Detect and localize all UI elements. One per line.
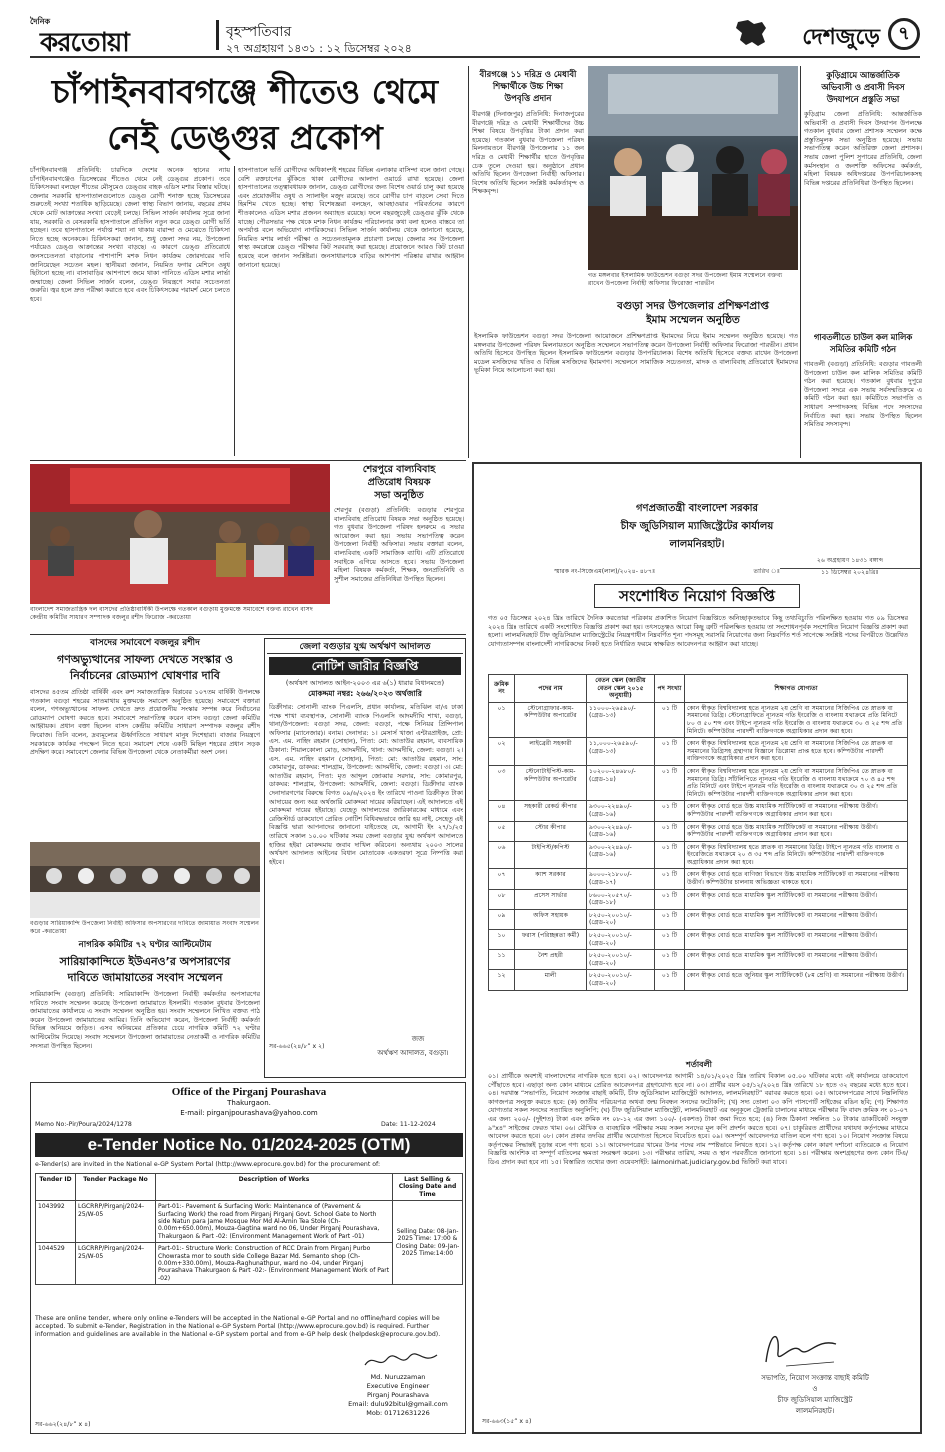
kurigram-headline-2: অভিবাসী ও প্রবাসী দিবস	[821, 82, 905, 92]
sariakandi-photo-caption: বগুড়ার সারিয়াকান্দি উপজেলা নির্বাহী অফিসার অপসারণের দাবিতে জামায়াত সংবাদ সম্মেলন করে -করতোয়া	[30, 920, 259, 935]
table-header-post: পদের নাম	[515, 675, 587, 703]
court-title-2: নোটিশ জারীর বিজ্ঞপ্তি	[269, 657, 461, 675]
row-serial: ১২	[489, 970, 515, 990]
basad-rally-photo	[30, 464, 330, 604]
row-count: ০১ টি	[655, 801, 685, 821]
bangladesh-map-icon	[732, 18, 770, 48]
row-serial: ০৬	[489, 841, 515, 869]
table-header-scale: বেতন স্কেল (জাতীয় বেতন স্কেল ২০১৫ অনুযায়ী)	[587, 675, 655, 703]
conditions-title: শর্তাবলী	[686, 1060, 712, 1069]
photo-people-illustration	[588, 66, 798, 270]
govt-org-1: গণপ্রজাতন্ত্রী বাংলাদেশ সরকার	[636, 503, 758, 514]
basad-kicker: বাসদের সমাবেশে বজলুর রশীদ	[90, 638, 200, 648]
table-row	[489, 909, 908, 929]
court-notice-box	[264, 638, 466, 1078]
row-post: ফরাস (পরিচ্ছন্নতা কর্মী)	[515, 930, 587, 950]
row-serial: ০৮	[489, 889, 515, 909]
row-count: ০১ টি	[655, 950, 685, 970]
tender-header-package: Tender Package No	[76, 1174, 156, 1201]
table-row	[36, 1201, 463, 1243]
page-number: ৭	[888, 18, 920, 50]
row-qualification: কোন স্বীকৃত বোর্ড হতে উচ্চ মাধ্যমিক সার্টিফিকেট বা সমমানের পরীক্ষায় উত্তীর্ণ। কম্পিউটার পারদর্শী ব্যক্তিগণকে অগ্রাধিকার প্রদান করা হবে।	[685, 801, 908, 821]
logo-small-text: দৈনিক	[30, 17, 51, 26]
row-qualification: কোন স্বীকৃত বোর্ড হতে মাধ্যমিক স্কুল সার্টিফিকেট বা সমমানের পরীক্ষায় উত্তীর্ণ।	[685, 889, 908, 909]
sariakandi-kicker: নাগরিক কমিটির ৭২ ঘণ্টার আল্টিমেটাম	[78, 940, 212, 950]
row-qualification: কোন স্বীকৃত বোর্ড হতে জুনিয়র স্কুল সার্টিফিকেট (৮ম শ্রেণি) বা সমমানের পরীক্ষায় উত্তীর্ণ।	[685, 970, 908, 990]
row-post: স্টেনোটাইপিস্ট-কাম-কম্পিউটার অপারেটর	[515, 765, 587, 800]
basad-headline-2: নির্বাচনের রোডম্যাপ ঘোষণার দাবি	[70, 669, 220, 682]
birganj-headline-1: বীরগঞ্জে ১১ দরিদ্র ও মেধাবী	[479, 70, 577, 80]
table-row	[489, 869, 908, 889]
row-post: সহকারী রেকর্ড কীপার	[515, 801, 587, 821]
sariakandi-press-photo	[30, 842, 260, 918]
row-post: প্রসেস সার্ভার	[515, 889, 587, 909]
table-header-count: পদ সংখ্যা	[655, 675, 685, 703]
recruitment-table	[488, 674, 908, 991]
tender-package: LGCRRP/Pirganj/2024-25/W-05	[76, 1201, 156, 1243]
birganj-headline-2: শিক্ষার্থীকে উচ্চ শিক্ষা	[492, 82, 564, 92]
row-scale: ৮২৫০-২০০১০/- (গ্রেড-২০)	[587, 909, 655, 929]
tender-intro: e-Tender(s) are invited in the National e-GP System Portal (http://www.eprocure.gov.bd) for the procurement of:	[35, 1161, 381, 1168]
signer-line-1: সভাপতি, নিয়োগ সংক্রান্ত বাছাই কমিটি	[761, 1374, 869, 1382]
tender-date: Date: 11-12-2024	[381, 1121, 436, 1128]
govt-notice-box	[472, 462, 922, 1434]
sherpur-body: শেরপুর (বগুড়া) প্রতিনিধি: বগুড়ার শেরপুরে বাল্যবিবাহ প্রতিরোধ বিষয়ক সভা অনুষ্ঠিত হয়েছে। গত বুধবার উপজেলা পরিষদ হলরুমে এ সভার আয়োজন করা হয়। সভায় সভাপতিত্ব করেন উপজেলা নির্বাহী অফিসার। সভায় বক্তারা বলেন, বাল্যবিবাহ একটি সামাজিক ব্যাধি। এটি প্রতিরোধে সবাইকে এগিয়ে আসতে হবে। সভায় উপজেলা মহিলা বিষয়ক কর্মকর্তা, শিক্ষক, জনপ্রতিনিধি ও সুশীল সমাজের প্রতিনিধিরা উপস্থিত ছিলেন।	[334, 506, 464, 583]
row-qualification: কোন স্বীকৃত বিশ্ববিদ্যালয় হতে ন্যূনতম ২য় শ্রেণি বা সমমানের সিজিপিএ তে স্নাতক বা সমমানের ডিগ্রি। সাঁটলিপিতে ন্যূনতম গতি ইংরেজি ও বাংলায় যথাক্রমে ৭০ ও ৪৫ শব্দ প্রতি মিনিটে এবং টাইপে ন্যূনতম গতি ইংরেজি ও বাংলায় যথাক্রমে ৩০ ও ২৫ শব্দ প্রতি মিনিটে। কম্পিউটার পারদর্শী ব্যক্তিগণকে অগ্রাধিকার প্রদান করা হবে।	[685, 765, 908, 800]
table-row	[489, 702, 908, 737]
row-post: নৈশ প্রহরী	[515, 950, 587, 970]
row-count: ০১ টি	[655, 970, 685, 990]
govt-intro: গত ০৫ ডিসেম্বর ২০২৪ খ্রিঃ তারিখে দৈনিক করতোয়া পত্রিকায় প্রকাশিত নিয়োগ বিজ্ঞপ্তিতে অনিচ্ছাকৃতভাবে কিছু তথ্যবিচ্যুতি পরিলক্ষিত হওয়ায় গত ০৯ ডিসেম্বর ২০২৪ খ্রিঃ তারিখে একটি সংশোধিত বিজ্ঞপ্তি প্রকাশ করা হয়। তৎসত্ত্বেও আরো কিছু ত্রুটি পরিলক্ষিত হওয়ায় তা সংশোধনপূর্বক সংশোধিত নিয়োগ বিজ্ঞপ্তি প্রকাশ করা হলো। লালমনিরহাট চীফ জুডিসিয়াল ম্যাজিস্ট্রেটের নিয়ন্ত্রণাধীন নিম্নবর্ণিত শূন্য পদসমূহ সরাসরি নিয়োগের জন্য নিম্নবর্ণিত শর্ত সাপেক্ষে সংশ্লিষ্ট পদের বিপরীতে উল্লেখিত যোগ্যতাসম্পন্ন বাংলাদেশী নাগরিকদের নিকট হতে নির্ধারিত ফরমে স্বাক্ষরিত আবেদনপত্র আহ্বান করা যাচ্ছে।	[488, 614, 908, 648]
engineer-signature	[361, 1351, 441, 1371]
imam-photo-caption: গত মঙ্গলবার ইসলামিক ফাউন্ডেশন বগুড়া সদর উপজেলা ইমাম সম্মেলনে বক্তব্য রাখেন উপজেলা নির্বাহী অফিসার ফিরোজা পারভীন	[588, 272, 783, 287]
basad-headline-1: গণঅভ্যুত্থানের সাফল্য দেখতে সংস্কার ও	[56, 653, 234, 666]
table-row	[489, 765, 908, 800]
tender-id: 1043992	[36, 1201, 76, 1243]
row-scale: ৮৬০০-২০৫৭০/- (গ্রেড-১৮)	[587, 889, 655, 909]
conditions-body: ০১। প্রার্থীকে অবশ্যই বাংলাদেশের নাগরিক হতে হবে। ০২। আবেদনপত্র আগামী ১৪/০১/২০২৫ খ্রিঃ তারিখ বিকাল ০৫.০০ ঘটিকার মধ্যে এই কার্যালয়ে ডাকযোগে পৌঁছাতে হবে। এছাড়া অন্য কোন মাধ্যমে প্রেরিত আবেদনপত্র গ্রহণযোগ্য হবে না। ০৩। প্রার্থীর বয়স ০৫/১২/২০২৪ খ্রিঃ তারিখে ১৮ হতে ৩২ বছরের মধ্যে হতে হবে। ০৪। দরখাস্ত “সভাপতি, নিয়োগ সংক্রান্ত বাছাই কমিটি, চীফ জুডিসিয়াল ম্যাজিস্ট্রেট আদালত, লালমনিরহাট” বরাবর করতে হবে। ০৫। আবেদনপত্রের সাথে নিম্নলিখিত কাগজপত্র সংযুক্ত করতে হবে: (ক) জাতীয় পরিচয়পত্র অথবা জন্ম নিবন্ধন সনদের ফটোকপি; (খ) সদ্য তোলা ০৩ কপি পাসপোর্ট সাইজের রঙিন ছবি; (গ) শিক্ষাগত যোগ্যতার সকল সনদের সত্যায়িত অনুলিপি; (ঘ) চীফ জুডিসিয়াল ম্যাজিস্ট্রেট, লালমনিরহাট এর অনুকূলে ট্রেজারি চালানের মাধ্যমে পরীক্ষার ফি বাবদ ক্রমিক নং ০১-০৭ এর জন্য ২০০/- (দুইশত) টাকা এবং ক্রমিক নং ০৮-১২ এর জন্য ১০০/- (একশত) টাকা জমা দিতে হবে; (ঙ) নিজ ঠিকানা সম্বলিত ১০ টাকার ডাকটিকেট সংযুক্ত ৯"x৪" সাইজের ফেরত খাম। ০৬। মৌখিক ও ব্যবহারিক পরীক্ষার সময় সকল সনদের মূল কপি প্রদর্শন করতে হবে। ০৭। চাকুরিরত প্রার্থীদের যথাযথ কর্তৃপক্ষের মাধ্যমে আবেদন করতে হবে। ০৮। কোন প্রকার তদবির প্রার্থীর অযোগ্যতা হিসেবে বিবেচিত হবে। ০৯। অসম্পূর্ণ আবেদনপত্র বাতিল বলে গণ্য হবে। ১০। নিয়োগ সংক্রান্ত বিষয়ে কর্তৃপক্ষের সিদ্ধান্তই চূড়ান্ত বলে গণ্য হবে। ১১। আবেদনপত্রের খামের উপর পদের নাম স্পষ্টভাবে লিখতে হবে। ১২। কর্তৃপক্ষ কোন কারণ দর্শানো ব্যতিরেকে এ নিয়োগ বিজ্ঞপ্তি আংশিক বা সম্পূর্ণ বাতিলের ক্ষমতা সংরক্ষণ করেন। ১৩। পরীক্ষার তারিখ, সময় ও স্থান পরবর্তীতে জানানো হবে। ১৪। পরীক্ষায় অংশগ্রহণের জন্য কোন টিএ/ডিএ প্রদান করা হবে না। ১৫। বিস্তারিত তথ্যের জন্য ওয়েবসাইট: lalmonirhat.judiciary.gov.bd ভিজিট করা যাবে।	[488, 1072, 908, 1166]
signer-line-4: লালমনিরহাট।	[795, 1407, 835, 1415]
table-row	[489, 738, 908, 766]
sariakandi-headline-1: সারিয়াকান্দিতে ইউএনও’র অপসারণের	[59, 955, 231, 968]
row-scale: ১০২০০-২৪৬৮০/- (গ্রেড-১৪)	[587, 765, 655, 800]
row-count: ০১ টি	[655, 738, 685, 766]
row-post: টাইপিস্ট/কপিস্ট	[515, 841, 587, 869]
row-qualification: কোন স্বীকৃত বোর্ড হতে উচ্চ মাধ্যমিক সার্টিফিকেট বা সমমানের পরীক্ষায় উত্তীর্ণ। কম্পিউটার পারদর্শী ব্যক্তিগণকে অগ্রাধিকার প্রদান করা হবে।	[685, 821, 908, 841]
kurigram-body: কুড়িগ্রাম জেলা প্রতিনিধি: আন্তর্জাতিক অভিবাসী ও প্রবাসী দিবস উদযাপন উপলক্ষে গতকাল বুধবার জেলা প্রশাসক সম্মেলন কক্ষে প্রস্তুতিমূলক সভা অনুষ্ঠিত হয়েছে। সভায় সভাপতিত্ব করেন অতিরিক্ত জেলা প্রশাসক। সভায় জেলা পুলিশ সুপারের প্রতিনিধি, জেলা কর্মসংস্থান ও জনশক্তি অফিসের কর্মকর্তা, মহিলা বিষয়ক অধিদপ্তরের উপপরিচালকসহ বিভিন্ন দপ্তরের প্রতিনিধিরা উপস্থিত ছিলেন।	[804, 110, 922, 187]
row-count: ০১ টি	[655, 909, 685, 929]
signer-line-3: চীফ জুডিসিয়াল ম্যাজিস্ট্রেট	[777, 1396, 853, 1404]
tender-header-id: Tender ID	[36, 1174, 76, 1201]
column-rule	[234, 166, 235, 456]
sherpur-headline-2: প্রতিরোধ বিষয়ক	[367, 477, 431, 488]
court-ad-code: সর-৬৬৫(২৪/৮” x ২)	[269, 1043, 325, 1050]
tender-package: LGCRRP/Pirganj/2024-25/W-05	[76, 1243, 156, 1285]
engineer-mobile: Mob: 01712631226	[366, 1409, 430, 1417]
row-scale: ৮২৫০-২০০১০/- (গ্রেড-২০)	[587, 970, 655, 990]
sherpur-headline-1: শেরপুরে বাল্যবিবাহ	[362, 464, 436, 475]
row-scale: ১১,০০০-২৬৫৯০/- (গ্রেড-১৩)	[587, 738, 655, 766]
birganj-body: বীরগঞ্জ (দিনাজপুর) প্রতিনিধি: দিনাজপুরের বীরগঞ্জে দরিদ্র ও মেধাবী শিক্ষার্থীদের উচ্চ শিক্ষা বিষয়ে উপবৃত্তির টাকা প্রদান করা হয়েছে। গতকাল বুধবার উপজেলা পরিষদ মিলনায়তনে বীরগঞ্জ উপজেলার ১১ জন দরিদ্র ও মেধাবী শিক্ষার্থীর হাতে উপবৃত্তির চেক তুলে দেওয়া হয়। অনুষ্ঠানে প্রধান অতিথি ছিলেন উপজেলা নির্বাহী অফিসার। বিশেষ অতিথি ছিলেন সংশ্লিষ্ট কর্মকর্তাবৃন্দ ও শিক্ষকবৃন্দ।	[472, 110, 584, 196]
row-count: ০১ টি	[655, 702, 685, 737]
table-row	[489, 950, 908, 970]
row-qualification: কোন স্বীকৃত বোর্ড হতে মাধ্যমিক স্কুল সার্টিফিকেট বা সমমানের পরীক্ষায় উত্তীর্ণ।	[685, 909, 908, 929]
table-row	[489, 930, 908, 950]
govt-notice-title: সংশোধিত নিয়োগ বিজ্ঞপ্তি	[594, 584, 800, 608]
imam-conference-photo	[588, 66, 798, 270]
row-post: স্টোর কীপার	[515, 821, 587, 841]
row-post: লাইব্রেরী সহকারী	[515, 738, 587, 766]
row-count: ০১ টি	[655, 930, 685, 950]
govt-org-2: চীফ জুডিসিয়াল ম্যাজিস্ট্রেটের কার্যালয়	[620, 521, 774, 532]
row-count: ০১ টি	[655, 821, 685, 841]
tender-description: Part-01:- Structure Work: Construction of RCC Drain from Pirganj Purbo Chowrasta mor to south side College Bazar Md. Semanto shop (Ch-0.00m+330.00m), Mouza-Raghunathpur, ward no -04, under Pirganj Pourashava Thakurgaon & Part -02:- (Environment Management Work of Part -02)	[156, 1243, 393, 1285]
row-count: ০১ টি	[655, 889, 685, 909]
masthead	[30, 14, 920, 58]
newspaper-logo: করতোয়া	[40, 28, 129, 58]
row-scale: ৯০০০-২১৮০০/- (গ্রেড-১৭)	[587, 869, 655, 889]
signer-line-2: ও	[812, 1385, 818, 1393]
row-scale: ১১০০০-২৬৫৯০/- (গ্রেড-১৩)	[587, 702, 655, 737]
engineer-office: Pirganj Pourashava	[366, 1391, 429, 1399]
tender-description: Part-01:- Pavement & Surfacing Work: Maintenance of (Pavement & Surfacing Work) the road from Pirganj Pirganj Govt. School Gate to North side Natun para Jame Mosque Mor Md Al-Amin Tea Stole (Ch-0.00m+650.00m), Mouza-Gagtina ward no 06, Under Pirganj Pourashava, Thakurgaon & Part -02: (Environment Management Work of Part -01)	[156, 1201, 393, 1243]
birganj-headline-3: উপবৃত্তি প্রদান	[504, 94, 552, 104]
row-qualification: কোন স্বীকৃত বিশ্ববিদ্যালয় হতে ন্যূনতম ২য় শ্রেণি বা সমমানের সিজিপিএ তে স্নাতক বা সমমানের ডিগ্রি। স্টেনোগ্রাফিতে ন্যূনতম গতি ইংরেজি ও বাংলায় যথাক্রমে প্রতি মিনিটে ৮০ ও ৫০ শব্দ এবং টাইপে ন্যূনতম গতি ইংরেজি ও বাংলায় যথাক্রমে ৩০ ও ২৫ শব্দ প্রতি মিনিটে। কম্পিউটার পারদর্শী ব্যক্তিগণকে অগ্রাধিকার প্রদান করা হবে।	[685, 702, 908, 737]
row-qualification: কোন স্বীকৃত বিশ্ববিদ্যালয় হতে ন্যূনতম ২য় শ্রেণি বা সমমানের সিজিপিএ তে স্নাতক বা সমমানের ডিগ্রিসহ গ্রন্থাগার বিজ্ঞানে ডিপ্লোমা প্রাপ্ত হতে হবে। কম্পিউটার পারদর্শী ব্যক্তিগণকে অগ্রাধিকার প্রদান করা হবে।	[685, 738, 908, 766]
court-sub-1: (অর্থঋণ আদালত আইন-২০০৩ এর ৬(১) ধারার বিধানমতে)	[285, 679, 445, 687]
row-serial: ০৩	[489, 765, 515, 800]
row-post: মালী	[515, 970, 587, 990]
dengue-headline-1: চাঁপাইনবাবগঞ্জে শীতেও থেমে	[51, 72, 439, 111]
masthead-day: বৃহস্পতিবার	[226, 24, 292, 40]
dengue-headline-2: নেই ডেঙ্গুর প্রকোপ	[107, 118, 383, 157]
row-serial: ০১	[489, 702, 515, 737]
row-serial: ১০	[489, 930, 515, 950]
engineer-email: Email: dulu92bitul@gmail.com	[348, 1400, 448, 1408]
court-sign-1: জজ	[411, 1035, 425, 1043]
masthead-date: ২৭ অগ্রহায়ণ ১৪৩১ : ১২ ডিসেম্বর ২০২৪	[226, 42, 412, 55]
row-scale: ৯৩০০-২২৪৯০/- (গ্রেড-১৬)	[587, 821, 655, 841]
row-count: ০১ টি	[655, 765, 685, 800]
govt-org-3: লালমনিরহাট।	[669, 539, 725, 550]
row-scale: ৮২৫০-২০০১০/- (গ্রেড-২০)	[587, 950, 655, 970]
table-header-qualification: শিক্ষাগত যোগ্যতা	[685, 675, 908, 703]
tender-header-description: Description of Works	[156, 1174, 393, 1201]
tender-place: Thakurgaon.	[227, 1099, 271, 1107]
court-sub-2: মোকদ্দমা নম্বর: ২৬৬/২০২৩ অর্থজারি	[308, 689, 422, 698]
row-scale: ৯৩০০-২২৪৯০/- (গ্রেড-১৬)	[587, 841, 655, 869]
court-body: ডিক্রীদার: সোনালী ব্যাংক পিএলসি, প্রধান কার্যালয়, মতিঝিল বা/এ ঢাকা পক্ষে শাখা ব্যবস্থাপক, সোনালী ব্যাংক পিএলসি আদমদীঘি শাখা, বগুড়া, থানা/উপজেলা: বগুড়া সদর, জেলা: বগুড়া, পক্ষে সিনিয়র প্রিন্সিপাল অফিসার (ম্যানেজার)। বনাম। দেনাদার: ১। মেসার্স খাজা এন্টারপ্রাইজ, প্রো: এস. এম. নাহিদ রহমান (সোহান), পিতা: মো: আতাউর রহমান, ব্যবসায়িক ঠিকানা: শিয়ালকোলা মোড়, আদমদীঘি, থানা: আদমদীঘি, জেলা: বগুড়া। ২। এস. এম. নাহিদ রহমান (সোহান), পিতা: মো: আতাউর রহমান, সাং: কোমারপুর, ডাকঘর: শালগ্রাম, উপজেলা: আদমদীঘি, জেলা: বগুড়া। ৩। মো: আতাউর রহমান, পিতা: মৃত আব্দুল জোব্বার সরদার, সাং: কোমারপুর, ডাকঘর: শালগ্রাম, উপজেলা: আদমদীঘি, জেলা: বগুড়া। ডিক্রীদার ব্যাংক দেনাদারগণের বিরুদ্ধে বিগত ০৯/৬/২০২৪ ইং তারিখে পাওনা ডিক্রীকৃত টাকা আদায়ের জন্য অত্র অর্থজারি মোকদ্দমা দায়ের করিয়াছেন। এই আদালতে এই মোকদ্দমা দায়ের হইয়াছে। যেহেতু আদালতের জারিকারকের মাধ্যমে এবং রেজিস্টার্ড ডাকযোগে প্রেরিত নোটিশ বিধিবদ্ধভাবে জারি হয় নাই, সেহেতু এই বিজ্ঞপ্তি দ্বারা আপনাদের জানানো যাইতেছে যে, আগামী ইং ২৭/১/২৫ তারিখে সকাল ১০.০০ ঘটিকার সময় জেলা বগুড়ার যুগ্ম অর্থঋণ আদালতে হাজির হইয়া মোকদ্দমায় জবাব দাখিল করিবেন। অন্যথায় ২০০৩ সালের অর্থঋণ আদালত আইনের বিধান মোতাবেক একতরফা সূত্রে নিষ্পত্তি করা হইবে।	[269, 703, 463, 866]
tender-office: Office of the Pirganj Pourashava	[171, 1086, 327, 1098]
imam-headline-2: ইমাম সম্মেলন অনুষ্ঠিত	[646, 314, 740, 326]
tender-id: 1044529	[36, 1243, 76, 1285]
engineer-name: Md. Nuruzzaman	[370, 1373, 426, 1381]
dengue-body-left: চাঁপাইনবাবগঞ্জ প্রতিনিধি: চারদিকে দেশের অনেক স্থানের ন্যায় চাঁপাইনবাবগঞ্জেও ডিসেম্বরের শীতেও থেমে নেই ডেঙ্গুর প্রকোপ। তবে চিকিৎসকরা বলছেন শীতের মৌসুমেও ডেঙ্গুর বাহক এডিস মশার বিস্তার ঘটছে। জেলার সরকারি হাসপাতালগুলোতে ডেঙ্গু রোগী শনাক্ত হচ্ছে ডিসেম্বরের শুরুতেই সংখ্যা শতাধিক ছাড়িয়েছে। জেলা স্বাস্থ্য বিভাগ জানায়, বছরের প্রথম থেকে মোট আক্রান্তের সংখ্যা বেড়েই চলছে। সিভিল সার্জন কার্যালয় সূত্রে জানা যায়, সরকারি ও বেসরকারি হাসপাতালে প্রতিদিন নতুন করে ডেঙ্গু রোগী ভর্তি হচ্ছেন। তবে হাসপাতালে পর্যাপ্ত শয্যা না থাকায় বারান্দা ও মেঝেতে চিকিৎসা নিতে হচ্ছে অনেককে। চিকিৎসকরা জানান, শুধু জেলা সদর নয়, উপজেলা পর্যায়েও ডেঙ্গু আক্রান্তের সংখ্যা বাড়ছে। এ কারণে ডেঙ্গু প্রতিরোধে জনসচেতনতা বাড়ানোর পাশাপাশি মশক নিধন কার্যক্রম জোরদারের দাবি জানিয়েছেন সচেতন মহল। স্থানীয়রা জানান, নিয়মিত ফগার মেশিনে ওষুধ ছিটানো হচ্ছে না। বাসাবাড়ির আশপাশে জমে থাকা পানিতে এডিস মশার লার্ভা জন্মাচ্ছে। জেলা সিভিল সার্জন বলেন, ডেঙ্গু নিয়ন্ত্রণে সবার সচেতনতা জরুরি। জ্বর হলে দ্রুত পরীক্ষা করাতে হবে এবং চিকিৎসকের পরামর্শ মেনে চলতে হবে।	[30, 166, 230, 303]
row-count: ০১ টি	[655, 841, 685, 869]
engineer-title: Executive Engineer	[366, 1382, 430, 1390]
tender-notice-box	[30, 1082, 466, 1434]
tender-title: e-Tender Notice No. 01/2024-2025 (OTM)	[35, 1133, 463, 1157]
kurigram-headline-1: কুড়িগ্রামে আন্তর্জাতিক	[826, 70, 900, 80]
table-row	[489, 841, 908, 869]
sariakandi-body: সারিয়াকান্দি (বগুড়া) প্রতিনিধি: সারিয়াকান্দি উপজেলা নির্বাহী কর্মকর্তার অপসারণের দাবিতে সংবাদ সম্মেলন করেছে উপজেলা জামায়াতে ইসলামী। গতকাল বুধবার উপজেলা জামায়াতের কার্যালয়ে এ সংবাদ সম্মেলন অনুষ্ঠিত হয়। সংবাদ সম্মেলনে লিখিত বক্তব্য পাঠ করেন উপজেলা জামায়াতের আমির। তিনি অভিযোগ করেন, উপজেলা নির্বাহী কর্মকর্তা বিভিন্ন অনিয়মে জড়িত। এসব অনিয়মের প্রতিকার চেয়ে নাগরিক কমিটি ৭২ ঘণ্টার আল্টিমেটাম দিয়েছে। সংবাদ সম্মেলনে উপজেলা জামায়াতের নেতাকর্মী ও নাগরিক কমিটির সদস্যরা উপস্থিত ছিলেন।	[30, 990, 260, 1050]
row-serial: ০২	[489, 738, 515, 766]
row-post: স্টেনোগ্রাফার-কাম-কম্পিউটার অপারেটর	[515, 702, 587, 737]
govt-ad-code: সর-৬৬৩(১৫” x ৪)	[482, 1418, 532, 1425]
row-post: অফিস সহায়ক	[515, 909, 587, 929]
table-row	[489, 821, 908, 841]
row-qualification: কোন স্বীকৃত বোর্ড হতে মাধ্যমিক স্কুল সার্টিফিকেট বা সমমানের পরীক্ষায় উত্তীর্ণ।	[685, 930, 908, 950]
rally-illustration	[30, 464, 330, 604]
sariakandi-headline-2: দাবিতে জামায়াতের সংবাদ সম্মেলন	[67, 971, 223, 984]
row-qualification: কোন স্বীকৃত বোর্ড হতে বাণিজ্য বিভাগে উচ্চ মাধ্যমিক সার্টিফিকেট বা সমমানের পরীক্ষায় উত্তীর্ণ। কম্পিউটার চালনায় অভিজ্ঞতা থাকতে হবে।	[685, 869, 908, 889]
row-scale: ৮২৫০-২০০১০/- (গ্রেড-২০)	[587, 930, 655, 950]
govt-memo: স্মারক নং-সিজেএম(লাল)/২০২৪- ৪৮৭ঃ	[554, 568, 656, 575]
masthead-divider	[216, 20, 219, 50]
basad-body: বাসদের ৪৫তম প্রতিষ্ঠা বার্ষিকী এবং রুশ সমাজতান্ত্রিক বিপ্লবের ১০৭তম বার্ষিকী উপলক্ষে গতকাল বগুড়া শহরের সাতমাথায় মুক্তমঞ্চে সমাবেশ অনুষ্ঠিত হয়েছে। সমাবেশে বক্তারা বলেন, গণঅভ্যুত্থানের সাফল্য দেখতে দ্রুত প্রয়োজনীয় সংস্কার সম্পন্ন করে নির্বাচনের রোডম্যাপ ঘোষণা করতে হবে। সমাবেশে সভাপতিত্ব করেন বাসদ বগুড়া জেলা কমিটির আহ্বায়ক। প্রধান বক্তা ছিলেন বাসদ কেন্দ্রীয় কমিটির সাধারণ সম্পাদক বজলুর রশীদ ফিরোজ। তিনি বলেন, দ্রব্যমূল্যের ঊর্ধ্বগতিতে সাধারণ মানুষ দিশেহারা। বাজার নিয়ন্ত্রণে সরকারকে কার্যকর পদক্ষেপ নিতে হবে। সমাবেশ শেষে একটি মিছিল শহরের প্রধান সড়ক প্রদক্ষিণ করে। সমাবেশে জেলার বিভিন্ন উপজেলা থেকে নেতাকর্মীরা অংশ নেন।	[30, 688, 260, 757]
table-row	[489, 801, 908, 821]
basad-photo-caption: বাংলাদেশ সমাজতান্ত্রিক দল বাসদের প্রতিষ্ঠাবার্ষিকী উপলক্ষে গতকাল বগুড়ায় মুক্তমঞ্চে সমাবেশে বক্তব্য রাখেন বাসদ কেন্দ্রীয় কমিটির সাধারণ সম্পাদক বজলুর রশীদ ফিরোজ -করতোয়া	[30, 606, 313, 621]
row-qualification: কোন স্বীকৃত বিশ্ববিদ্যালয় হতে স্নাতক বা সমমানের ডিগ্রি। টাইপে ন্যূনতম গতি বাংলায় ও ইংরেজিতে যথাক্রমে ২০ ও ৩৫ শব্দ প্রতি মিনিটে। কম্পিউটার পারদর্শী ব্যক্তিগণকে অগ্রাধিকার প্রদান করা হবে।	[685, 841, 908, 869]
gabtali-headline-2: সমিতির কমিটি গঠন	[830, 344, 896, 354]
tender-dates: Selling Date: 08-Jan-2025 Time: 17:00 & Closing Date: 09-Jan-2025 Time:14:00	[393, 1201, 463, 1285]
table-row	[489, 889, 908, 909]
judge-signature	[756, 1322, 846, 1372]
govt-date-bangla: ২৬ অগ্রহায়ণ ১৪৩১ বঙ্গাব্দ	[816, 557, 884, 564]
row-serial: ০৪	[489, 801, 515, 821]
row-post: ক্যাশ সরকার	[515, 869, 587, 889]
tender-table	[35, 1173, 463, 1285]
tender-email: E-mail: pirganjpourashava@yahoo.com	[180, 1109, 318, 1117]
row-serial: ০৫	[489, 821, 515, 841]
row-count: ০১ টি	[655, 869, 685, 889]
section-title: দেশজুড়ে	[802, 25, 880, 50]
tender-header-dates: Last Selling & Closing Date and Time	[393, 1174, 463, 1201]
table-row	[489, 970, 908, 990]
row-qualification: কোন স্বীকৃত বোর্ড হতে মাধ্যমিক স্কুল সার্টিফিকেট বা সমমানের পরীক্ষায় উত্তীর্ণ।	[685, 950, 908, 970]
govt-date-label: তারিখ ঃ	[753, 568, 780, 575]
tender-ad-code: সর-৬৬২(২৪/৮” x ৪)	[35, 1421, 91, 1428]
row-serial: ১১	[489, 950, 515, 970]
horizontal-rule	[30, 634, 466, 635]
tender-footer: These are online tender, where only online e-Tenders will be accepted in the National e-GP Portal and no offline/hard copies will be accepted. To submit e-Tender, Registration in the National e-GP System Portal (http://www.eprocure.gov.bd) is required. Further information and guidelines are available in the National e-GP system portal and from e-GP help desk (helpdesk@eprocure.gov.bd).	[35, 1315, 441, 1338]
column-rule	[468, 66, 469, 458]
gabtali-body: গাবতলী (বগুড়া) প্রতিনিধি: বগুড়ার গাবতলী উপজেলা চাউল কল মালিক সমিতির কমিটি গঠন করা হয়েছে। গতকাল বুধবার দুপুরে উপজেলা সদরে এক সভায় সর্বসম্মতিক্রমে এ কমিটি গঠন করা হয়। কমিটিতে সভাপতি ও সাধারণ সম্পাদকসহ বিভিন্ন পদে সদস্যদের নির্বাচিত করা হয়। সভায় উপস্থিত ছিলেন সমিতির সদস্যবৃন্দ।	[804, 360, 922, 429]
press-conference-illustration	[30, 842, 260, 918]
kurigram-headline-3: উদযাপনে প্রস্তুতি সভা	[826, 94, 900, 104]
dengue-body-right: হাসপাতালে ভর্তি রোগীদের অধিকাংশই শহরের বিভিন্ন এলাকার বাসিন্দা বলে জানা গেছে। বেশি রক্তচাপের ঝুঁকিতে থাকা রোগীদের আলাদা ওয়ার্ডে রাখা হয়েছে। জেলা হাসপাতালের তত্ত্বাবধায়ক জানান, ডেঙ্গু রোগীদের জন্য বিশেষ ওয়ার্ড চালু করা হয়েছে এবং প্রয়োজনীয় ওষুধ ও স্যালাইন মজুদ রয়েছে। তবে রোগীর চাপ বাড়লে সেবা দিতে হিমশিম খেতে হচ্ছে। স্বাস্থ্য বিশেষজ্ঞরা বলছেন, আবহাওয়ার পরিবর্তনের কারণে শীতকালেও এডিস মশার প্রজনন অব্যাহত রয়েছে। ফলে বছরজুড়েই ডেঙ্গুর ঝুঁকি থেকে যাচ্ছে। পৌরসভার পক্ষ থেকে মশক নিধন কার্যক্রম পরিচালনার কথা বলা হলেও বাস্তবে তা অপর্যাপ্ত বলে অভিযোগ নাগরিকদের। সিভিল সার্জন কার্যালয় থেকে জানানো হয়েছে, নিয়মিত মশার লার্ভা পরীক্ষা ও সচেতনতামূলক প্রচারণা চলছে। জেলার সব উপজেলা স্বাস্থ্য কমপ্লেক্সে ডেঙ্গু পরীক্ষার কিট সরবরাহ করা হয়েছে। প্রয়োজনে আরও কিট চাওয়া হয়েছে বলে জানান সংশ্লিষ্টরা। জনসাধারণকে বাড়ির আশপাশ পরিষ্কার রাখার আহ্বান জানানো হয়েছে।	[238, 166, 464, 269]
table-header-serial: ক্রমিক নং	[489, 675, 515, 703]
sherpur-headline-3: সভা অনুষ্ঠিত	[374, 490, 424, 501]
row-scale: ৯৩০০-২২৪৯০/- (গ্রেড-১৬)	[587, 801, 655, 821]
imam-headline-1: বগুড়া সদর উপজেলার প্রশিক্ষণপ্রাপ্ত	[617, 300, 769, 312]
row-serial: ০৭	[489, 869, 515, 889]
court-sign-2: অর্থঋণ আদালত, বগুড়া।	[377, 1049, 449, 1057]
court-title-1: জেলা বগুড়ার যুগ্ম অর্থঋণ আদালত	[267, 641, 463, 654]
column-rule	[800, 66, 801, 458]
row-serial: ০৯	[489, 909, 515, 929]
tender-memo: Memo No:-Pir/Poura/2024/1278	[35, 1121, 132, 1128]
gabtali-headline-1: গাবতলীতে চাউল কল মালিক	[813, 332, 913, 342]
imam-body: ইসলামিক ফাউন্ডেশন বগুড়া সদর উপজেলা আয়োজনে প্রশিক্ষণপ্রাপ্ত ইমামদের নিয়ে ইমাম সম্মেলন অনুষ্ঠিত হয়েছে। গত মঙ্গলবার উপজেলা পরিষদ মিলনায়তনে অনুষ্ঠিত সম্মেলনে সভাপতিত্ব করেন উপজেলা নির্বাহী অফিসার ফিরোজা পারভীন। প্রধান অতিথি হিসেবে উপস্থিত ছিলেন ইসলামিক ফাউন্ডেশন বগুড়ার উপপরিচালক। বিশেষ অতিথি হিসেবে বক্তব্য রাখেন উপজেলা মডেল মসজিদের খতিব ও বিভিন্ন মসজিদের ইমামগণ। সম্মেলনে সামাজিক সচেতনতা, মাদক ও বাল্যবিবাহ প্রতিরোধে ইমামদের ভূমিকা নিয়ে আলোচনা করা হয়।	[474, 332, 798, 375]
horizontal-rule	[30, 460, 466, 461]
govt-date-english: ১১ ডিসেম্বর ২০২৪খ্রিঃ	[780, 568, 920, 578]
